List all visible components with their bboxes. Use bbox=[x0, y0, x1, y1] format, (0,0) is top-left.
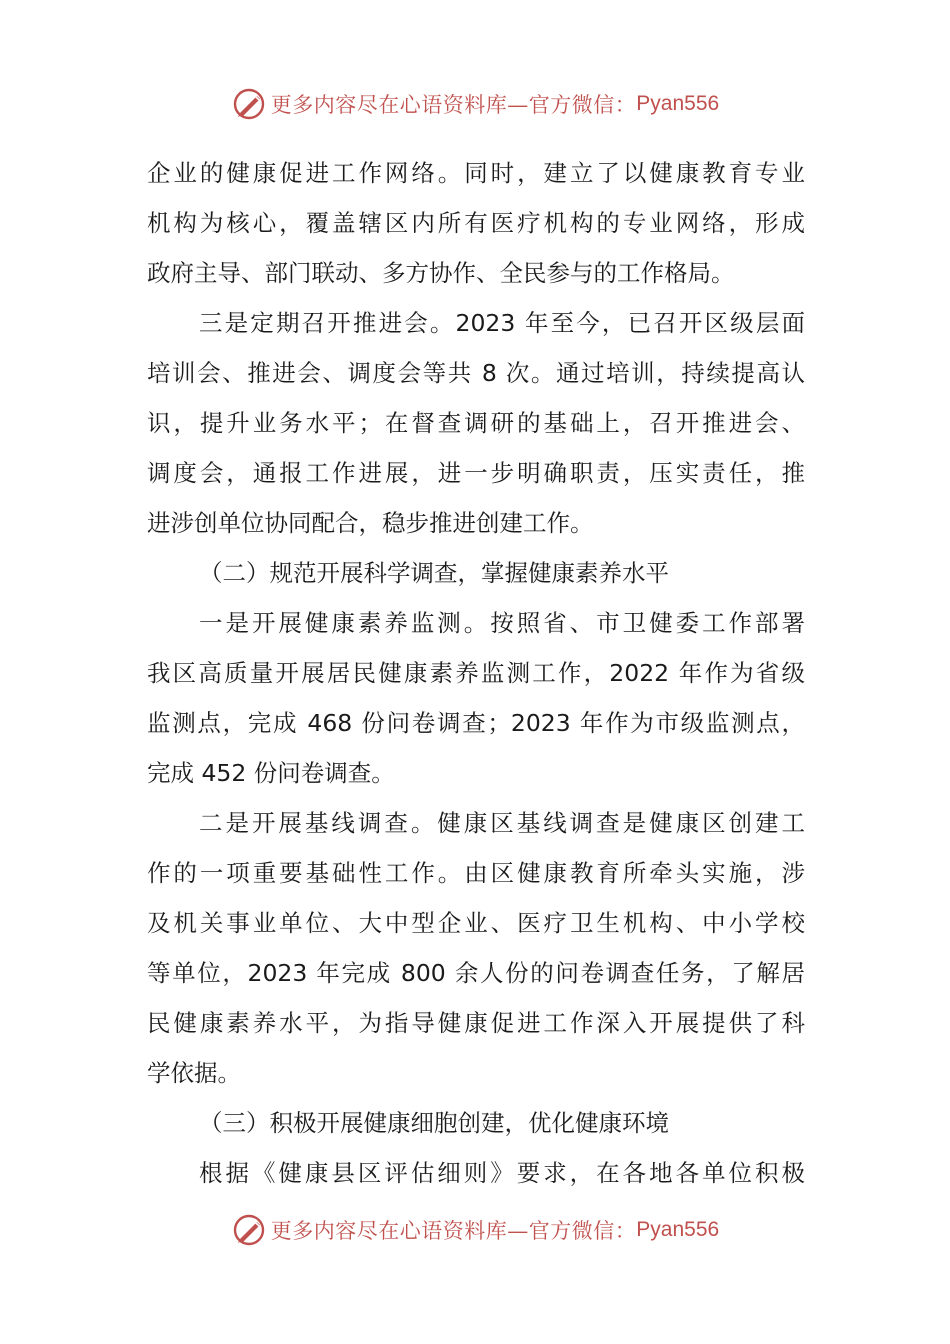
text-line: 企业的健康促进工作网络。同时，建立了以健康教育专业 bbox=[147, 159, 805, 187]
header-watermark bbox=[0, 82, 950, 126]
paragraph-first-line: 二是开展基线调查。健康区基线调查是健康区创建工 bbox=[199, 809, 805, 837]
text-line: 政府主导、部门联动、多方协作、全民参与的工作格局。 bbox=[147, 259, 735, 287]
watermark-text: 更多内容尽在心语资料库—官方微信： bbox=[270, 93, 637, 117]
paragraph-first-line: 一是开展健康素养监测。按照省、市卫健委工作部署 bbox=[199, 609, 805, 637]
document-body bbox=[147, 148, 805, 1198]
text-line: 作的一项重要基础性工作。由区健康教育所牵头实施，涉 bbox=[147, 859, 805, 887]
text-line: 调度会，通报工作进展，进一步明确职责，压实责任，推 bbox=[147, 459, 805, 487]
paragraph-first-line: 根据《健康县区评估细则》要求，在各地各单位积极 bbox=[199, 1159, 805, 1187]
text-line: 进涉创单位协同配合，稳步推进创建工作。 bbox=[147, 509, 594, 537]
watermark-wechat-id: Pyan556 bbox=[636, 1218, 720, 1241]
text-line: 监测点，完成 468 份问卷调查；2023 年作为市级监测点， bbox=[147, 709, 805, 737]
section-heading: （二）规范开展科学调查，掌握健康素养水平 bbox=[199, 559, 669, 587]
text-line: 培训会、推进会、调度会等共 8 次。通过培训，持续提高认 bbox=[147, 359, 805, 387]
watermark-wechat-id: Pyan556 bbox=[636, 92, 720, 115]
text-line: 民健康素养水平，为指导健康促进工作深入开展提供了科 bbox=[147, 1009, 805, 1037]
text-line: 等单位，2023 年完成 800 余人份的问卷调查任务，了解居 bbox=[147, 959, 805, 987]
watermark-text: 更多内容尽在心语资料库—官方微信： bbox=[270, 1219, 637, 1243]
text-line: 机构为核心，覆盖辖区内所有医疗机构的专业网络，形成 bbox=[147, 209, 805, 237]
footer-watermark bbox=[0, 1208, 950, 1252]
pen-logo-icon bbox=[231, 86, 267, 122]
text-line: 及机关事业单位、大中型企业、医疗卫生机构、中小学校 bbox=[147, 909, 805, 937]
pen-logo-icon bbox=[231, 1212, 267, 1248]
text-line: 学依据。 bbox=[147, 1059, 241, 1087]
text-line: 识，提升业务水平；在督查调研的基础上，召开推进会、 bbox=[147, 409, 805, 437]
section-heading: （三）积极开展健康细胞创建，优化健康环境 bbox=[199, 1109, 669, 1137]
text-line: 完成 452 份问卷调查。 bbox=[147, 759, 395, 787]
paragraph-first-line: 三是定期召开推进会。2023 年至今，已召开区级层面 bbox=[199, 309, 805, 337]
text-line: 我区高质量开展居民健康素养监测工作，2022 年作为省级 bbox=[147, 659, 805, 687]
